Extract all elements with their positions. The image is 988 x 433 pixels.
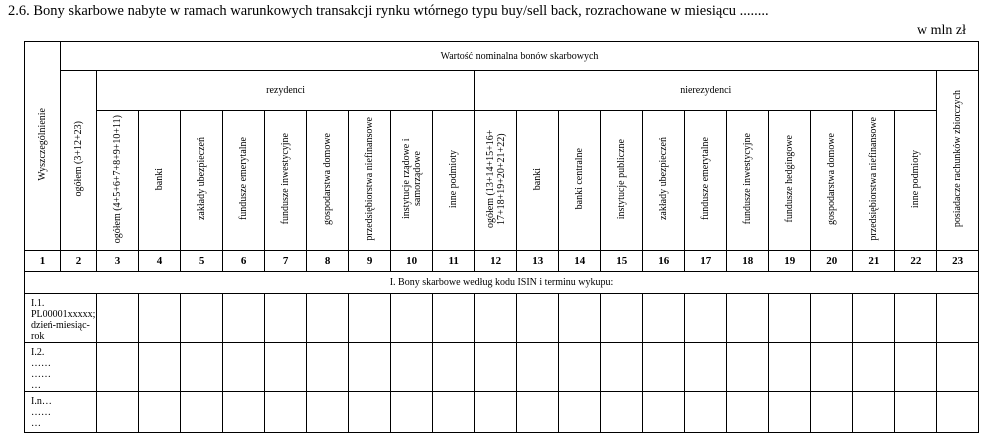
data-cell[interactable] [559,392,601,433]
header-col-text: przedsiębiorstwa niefinansowe [364,117,376,241]
table-row [25,392,979,433]
row-label-line: I.1. PL00001xxxxx; [31,298,96,320]
column-number: 18 [727,251,769,272]
row-label [25,392,97,433]
header-posiadacze-text: posiadacze rachunków zbiorczych [952,90,964,228]
data-cell[interactable] [601,343,643,392]
header-col-text: inne podmioty [448,149,460,209]
data-cell[interactable] [223,294,265,343]
column-number: 10 [391,251,433,272]
row-label-line: I.2. [31,347,45,358]
header-col-20 [811,111,853,251]
header-ogolem-total [61,71,97,251]
column-number-row [25,251,979,272]
column-number: 7 [265,251,307,272]
header-wartosc-nominalna: Wartość nominalna bonów skarbowych [61,42,979,71]
header-col-11 [433,111,475,251]
data-cell[interactable] [433,392,475,433]
data-cell[interactable] [391,294,433,343]
header-col-text: instytucje publiczne [616,138,628,220]
data-cell[interactable] [853,343,895,392]
column-number: 17 [685,251,727,272]
header-col-10 [391,111,433,251]
header-col-text: banki [532,167,544,191]
data-cell[interactable] [307,343,349,392]
data-cell[interactable] [559,294,601,343]
data-cell[interactable] [727,294,769,343]
header-col-text: banki centralne [574,148,586,210]
row-label-line: …… [31,369,51,380]
data-cell[interactable] [601,294,643,343]
header-col-9 [349,111,391,251]
data-cell[interactable] [181,294,223,343]
header-col-14 [559,111,601,251]
column-number: 11 [433,251,475,272]
column-number: 16 [643,251,685,272]
header-col-text: ogółem (4+5+6+7+8+9+10+11) [112,114,124,244]
data-cell[interactable] [265,343,307,392]
data-cell[interactable] [937,392,979,433]
header-col-12 [475,111,517,251]
column-number: 13 [517,251,559,272]
data-cell[interactable] [475,392,517,433]
column-number: 1 [25,251,61,272]
data-cell[interactable] [181,343,223,392]
data-cell[interactable] [265,294,307,343]
data-cell[interactable] [685,294,727,343]
column-number: 3 [97,251,139,272]
unit-label: w mln zł [917,23,966,38]
data-cell[interactable] [97,294,139,343]
column-number: 14 [559,251,601,272]
header-col-17 [685,111,727,251]
header-col-5 [181,111,223,251]
data-cell[interactable] [895,294,937,343]
data-cell[interactable] [97,392,139,433]
header-col-text: przedsiębiorstwa niefinansowe [868,117,880,241]
data-cell[interactable] [181,392,223,433]
data-cell[interactable] [349,392,391,433]
column-number: 6 [223,251,265,272]
header-wyszczegolnienie [25,42,61,251]
table-row [25,294,979,343]
data-cell[interactable] [139,392,181,433]
data-cell[interactable] [895,392,937,433]
data-cell[interactable] [643,392,685,433]
data-cell[interactable] [391,392,433,433]
data-cell[interactable] [769,294,811,343]
header-col-18 [727,111,769,251]
header-col-text: fundusze inwestycyjne [742,133,754,225]
column-number: 23 [937,251,979,272]
header-col-19 [769,111,811,251]
header-nierezydenci: nierezydenci [475,71,937,111]
row-label-line: dzień-miesiąc-rok [31,320,90,342]
data-cell[interactable] [307,392,349,433]
column-number: 5 [181,251,223,272]
data-cell[interactable] [349,294,391,343]
data-cell[interactable] [643,294,685,343]
data-cell[interactable] [349,343,391,392]
data-cell[interactable] [223,343,265,392]
header-ogolem-total-text: ogółem (3+12+23) [73,121,85,197]
data-cell[interactable] [727,343,769,392]
data-cell[interactable] [937,294,979,343]
header-col-6 [223,111,265,251]
header-col-13 [517,111,559,251]
column-number: 21 [853,251,895,272]
data-cell[interactable] [685,343,727,392]
data-cell[interactable] [601,392,643,433]
row-label [25,294,97,343]
data-cell[interactable] [853,392,895,433]
header-col-text: banki [154,167,166,191]
data-cell[interactable] [685,392,727,433]
data-cell[interactable] [811,392,853,433]
data-cell[interactable] [559,343,601,392]
header-col-text: zakłady ubezpieczeń [658,137,670,221]
header-wyszczegolnienie-text: Wyszczególnienie [37,108,48,181]
header-col-text: gospodarstwa domowe [322,133,334,225]
table-row [25,343,979,392]
data-cell[interactable] [475,294,517,343]
header-col-text: ogółem (13+14+15+16+ 17+18+19+20+21+22) [484,129,507,229]
column-number: 4 [139,251,181,272]
data-cell[interactable] [517,294,559,343]
header-posiadacze [937,71,979,251]
section-label: I. Bony skarbowe według kodu ISIN i terminu wykupu: [25,272,979,294]
data-cell[interactable] [811,294,853,343]
row-label-line: …… [31,358,51,369]
column-number: 20 [811,251,853,272]
data-cell[interactable] [727,392,769,433]
data-cell[interactable] [307,294,349,343]
row-label-line: … [31,380,41,391]
data-cell[interactable] [265,392,307,433]
header-col-text: zakłady ubezpieczeń [196,137,208,221]
header-col-22 [895,111,937,251]
column-number: 15 [601,251,643,272]
header-col-text: fundusze emerytalne [700,137,712,221]
document-title: 2.6. Bony skarbowe nabyte w ramach warunkowych transakcji rynku wtórnego typu buy/sell back, rozrachowane w miesiącu ........ [8,3,769,19]
data-cell[interactable] [391,343,433,392]
row-label [25,343,97,392]
column-number: 2 [61,251,97,272]
header-col-16 [643,111,685,251]
data-cell[interactable] [811,343,853,392]
header-col-text: inne podmioty [910,149,922,209]
header-col-4 [139,111,181,251]
header-col-15 [601,111,643,251]
row-label-line: …… [31,407,51,418]
header-col-text: fundusze emerytalne [238,137,250,221]
header-col-text: fundusze inwestycyjne [280,133,292,225]
data-table [24,41,979,433]
header-rezydenci: rezydenci [97,71,475,111]
header-col-text: instytucje rządowe i samorządowe [400,138,423,220]
data-cell[interactable] [475,343,517,392]
data-cell[interactable] [433,343,475,392]
header-col-21 [853,111,895,251]
header-col-text: fundusze hedgingowe [784,135,796,223]
header-col-3 [97,111,139,251]
header-col-7 [265,111,307,251]
header-col-8 [307,111,349,251]
column-number: 22 [895,251,937,272]
header-col-text: gospodarstwa domowe [826,133,838,225]
data-cell[interactable] [223,392,265,433]
data-cell[interactable] [937,343,979,392]
data-cell[interactable] [97,343,139,392]
data-cell[interactable] [139,343,181,392]
data-cell[interactable] [433,294,475,343]
data-cell[interactable] [895,343,937,392]
data-cell[interactable] [769,343,811,392]
data-cell[interactable] [517,392,559,433]
column-number: 12 [475,251,517,272]
data-cell[interactable] [517,343,559,392]
row-label-line: … [31,418,41,429]
column-number: 19 [769,251,811,272]
data-cell[interactable] [643,343,685,392]
column-number: 8 [307,251,349,272]
column-number: 9 [349,251,391,272]
data-cell[interactable] [853,294,895,343]
row-label-line: I.n… [31,396,52,407]
data-cell[interactable] [139,294,181,343]
data-cell[interactable] [769,392,811,433]
